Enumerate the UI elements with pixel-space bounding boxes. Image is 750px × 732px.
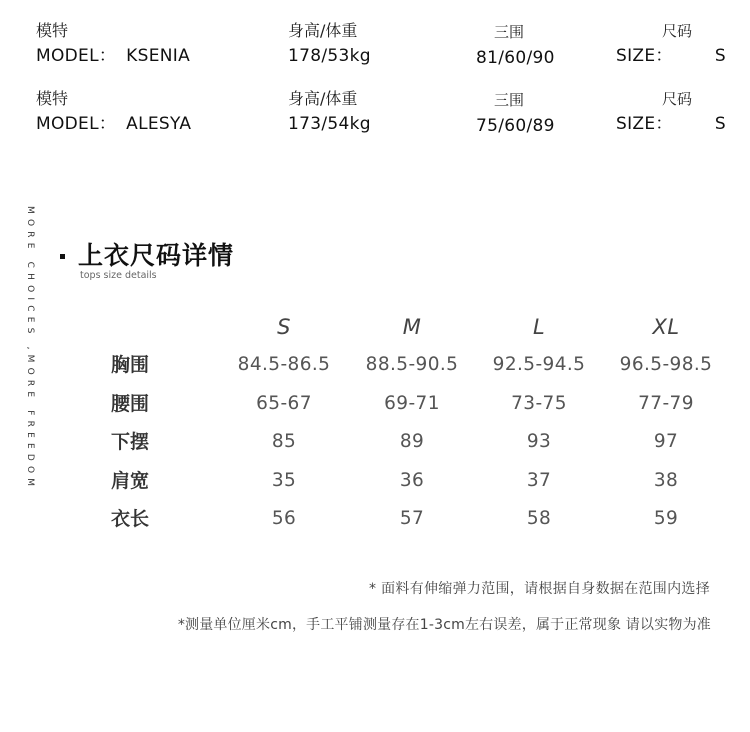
table-row bbox=[108, 389, 738, 428]
fabric-stretch-note: * 面料有伸缩弹力范围，请根据自身数据在范围内选择 bbox=[369, 581, 710, 597]
table-cell: 97 bbox=[653, 431, 679, 452]
measurements-cell bbox=[476, 18, 555, 70]
size-value: S bbox=[714, 114, 726, 134]
measurements-label: 三围 bbox=[494, 23, 525, 41]
table-cell: 85 bbox=[271, 431, 297, 452]
column-header: L bbox=[532, 315, 546, 339]
bullet-dot-icon bbox=[60, 254, 65, 259]
measurement-error-note: *测量单位厘米cm，手工平铺测量存在1-3cm左右误差，属于正常现象 请以实物为准 bbox=[177, 617, 711, 633]
model-label-en: MODEL： bbox=[36, 114, 117, 134]
measurements-value: 75/60/89 bbox=[476, 116, 555, 136]
table-row bbox=[108, 466, 738, 505]
row-header: 腰围 bbox=[111, 392, 150, 415]
height-weight-label: 身高/体重 bbox=[288, 89, 358, 108]
height-weight-value: 173/54kg bbox=[288, 114, 371, 134]
table-cell: 35 bbox=[271, 469, 297, 491]
model-info bbox=[36, 18, 726, 154]
row-header: 衣长 bbox=[111, 508, 150, 530]
table-cell: 96.5-98.5 bbox=[619, 354, 713, 375]
height-weight-cell bbox=[288, 86, 371, 136]
model-label-en: MODEL： bbox=[36, 46, 117, 66]
size-line bbox=[616, 44, 726, 68]
model-name-line bbox=[36, 112, 191, 136]
size-key: SIZE： bbox=[616, 114, 673, 134]
column-header: XL bbox=[652, 315, 680, 339]
height-weight-value: 178/53kg bbox=[288, 46, 371, 66]
table-row bbox=[108, 350, 738, 389]
table-row bbox=[108, 427, 738, 466]
model-name: ALESYA bbox=[126, 114, 192, 134]
table-cell: 92.5-94.5 bbox=[492, 354, 586, 375]
table-cell: 69-71 bbox=[384, 392, 440, 414]
model-row bbox=[36, 86, 726, 154]
table-cell: 88.5-90.5 bbox=[365, 354, 459, 375]
vertical-slogan: MORE CHOICES ,MORE FREEDOM bbox=[25, 206, 35, 492]
table-cell: 84.5-86.5 bbox=[237, 354, 331, 375]
table-cell: 89 bbox=[399, 431, 425, 452]
table-cell: 58 bbox=[526, 508, 552, 529]
model-name-cell bbox=[36, 18, 190, 68]
table-header-row bbox=[108, 306, 738, 350]
model-name: KSENIA bbox=[126, 46, 190, 66]
row-header: 胸围 bbox=[111, 354, 150, 376]
table-cell: 36 bbox=[399, 469, 425, 491]
model-row bbox=[36, 18, 726, 86]
column-header: M bbox=[402, 315, 422, 339]
table-cell: 73-75 bbox=[511, 392, 567, 414]
height-weight-label: 身高/体重 bbox=[288, 21, 358, 40]
model-label-zh: 模特 bbox=[36, 21, 69, 40]
section-title: 上衣尺码详情 bbox=[78, 241, 235, 270]
size-cell bbox=[616, 86, 726, 136]
table-cell: 93 bbox=[526, 431, 552, 452]
table-row bbox=[108, 504, 738, 543]
size-table bbox=[108, 306, 738, 543]
size-cell bbox=[616, 18, 726, 68]
table-cell: 59 bbox=[653, 508, 679, 529]
size-label-zh: 尺码 bbox=[662, 90, 693, 108]
table-cell: 37 bbox=[526, 469, 552, 491]
row-header: 肩宽 bbox=[111, 469, 150, 492]
size-key: SIZE： bbox=[616, 46, 673, 66]
model-name-cell bbox=[36, 86, 191, 136]
section-subtitle: tops size details bbox=[80, 270, 157, 281]
table-cell: 57 bbox=[399, 508, 425, 529]
measurements-cell bbox=[476, 86, 555, 138]
table-cell: 38 bbox=[653, 469, 679, 491]
table-cell: 65-67 bbox=[256, 392, 312, 414]
height-weight-cell bbox=[288, 18, 371, 68]
model-label-zh: 模特 bbox=[36, 89, 69, 108]
size-label-zh: 尺码 bbox=[662, 22, 693, 40]
size-value: S bbox=[714, 46, 726, 66]
column-header: S bbox=[277, 315, 291, 339]
size-line bbox=[616, 112, 726, 136]
model-name-line bbox=[36, 44, 190, 68]
measurements-value: 81/60/90 bbox=[476, 48, 555, 68]
row-header: 下摆 bbox=[111, 431, 150, 453]
measurements-label: 三围 bbox=[494, 91, 525, 109]
table-cell: 56 bbox=[271, 508, 297, 529]
table-cell: 77-79 bbox=[638, 392, 694, 414]
